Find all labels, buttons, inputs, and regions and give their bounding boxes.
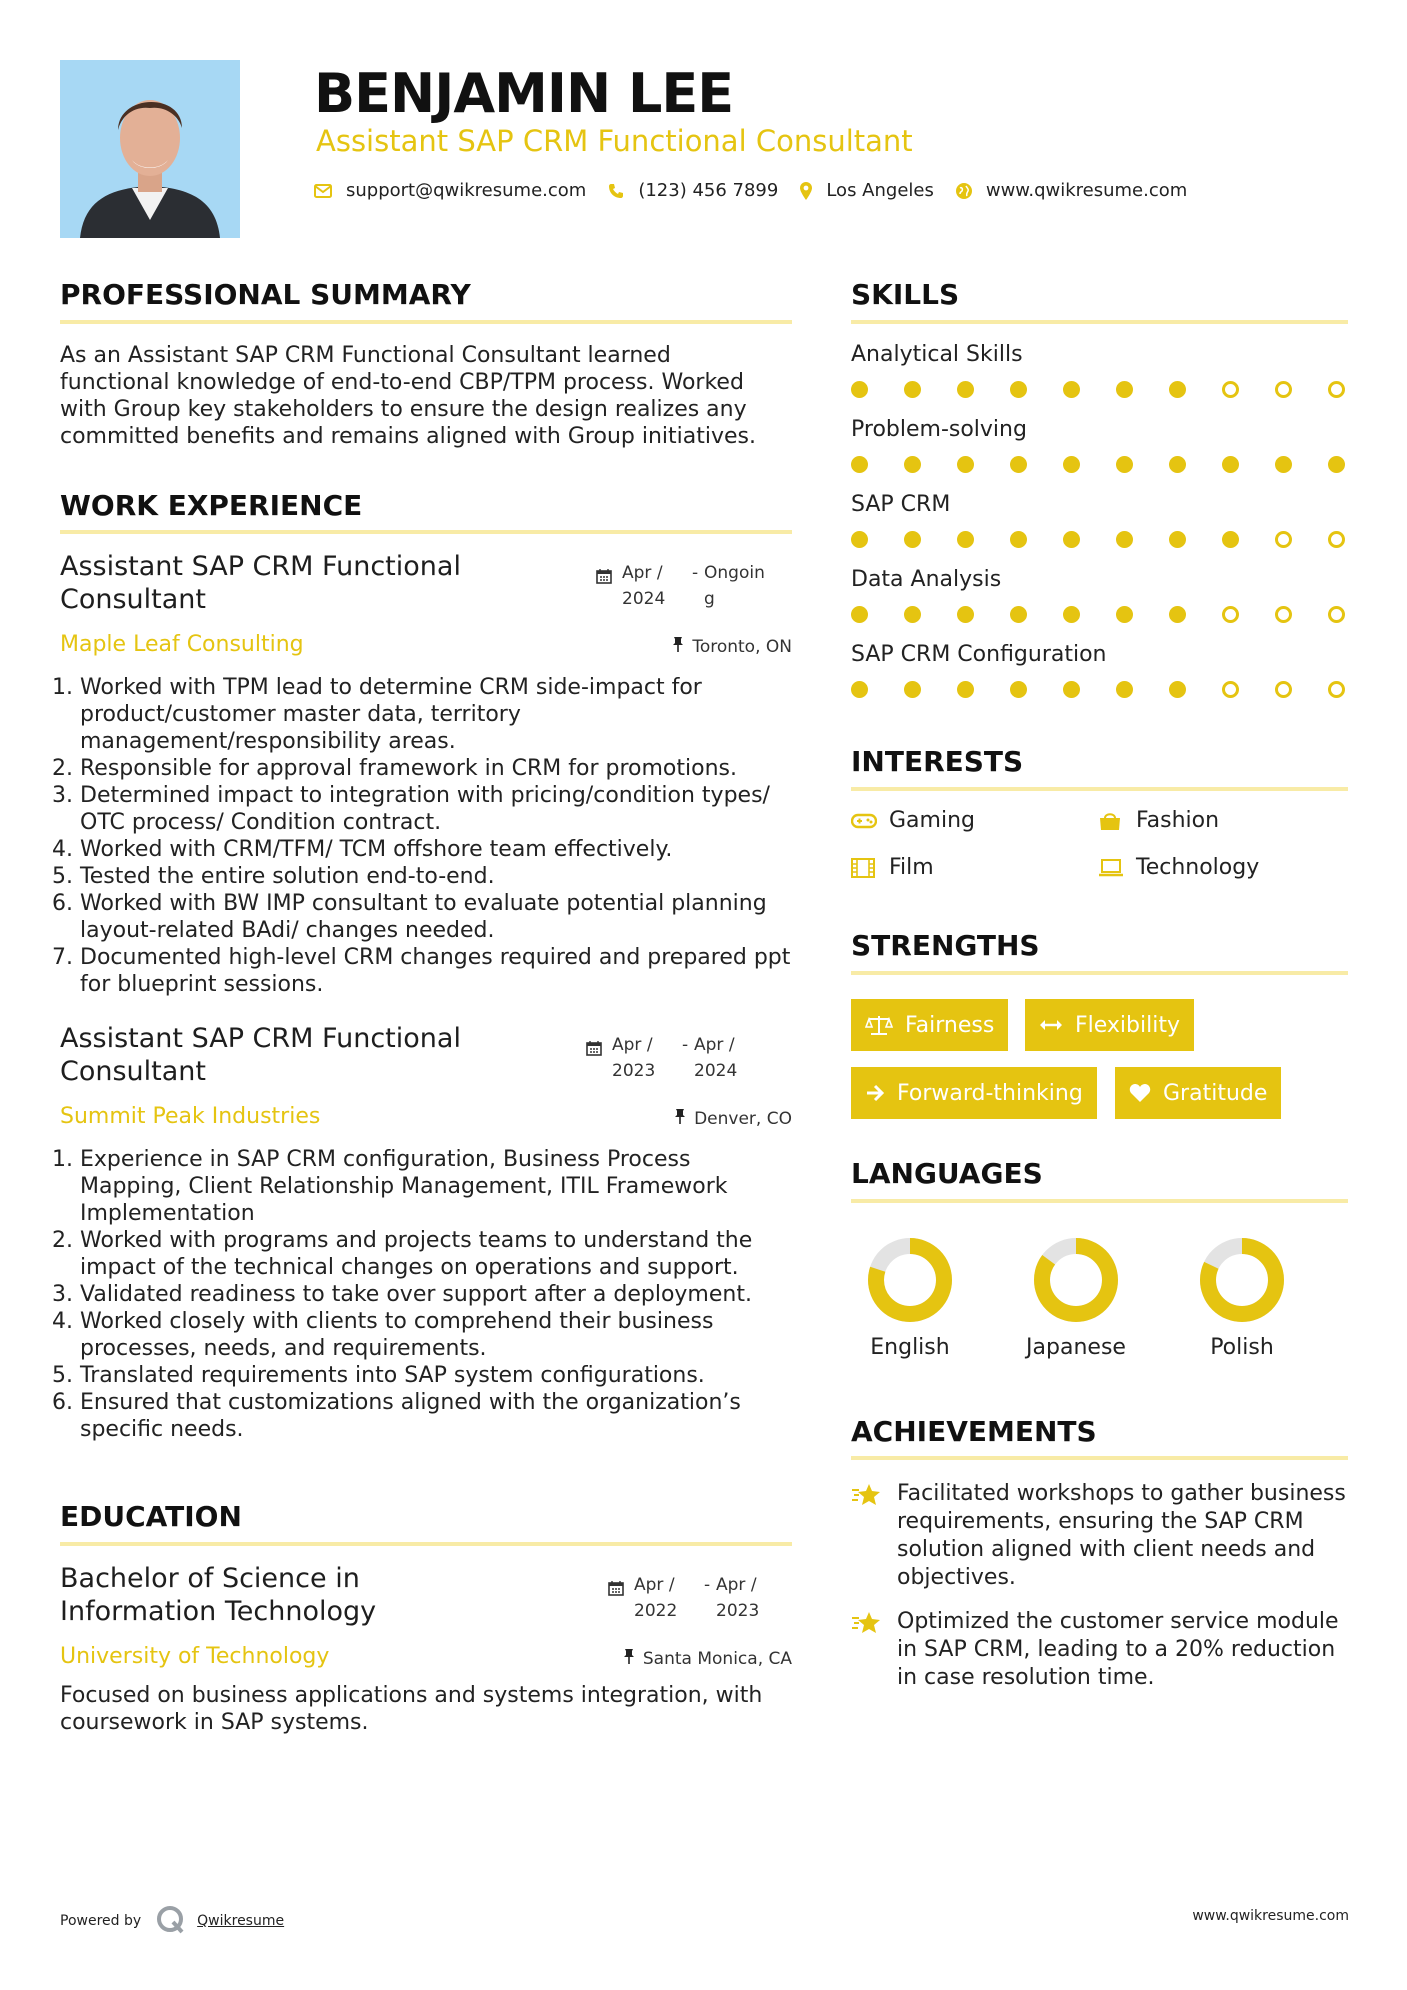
rating-dot-filled	[904, 681, 921, 698]
rating-dot-filled	[1010, 381, 1027, 398]
language-ring	[1197, 1235, 1287, 1325]
calendar-icon	[596, 566, 612, 612]
list-item: 7. Documented high-level CRM changes required and prepared ppt for blueprint sessions.	[80, 944, 792, 998]
shopping-bag-icon	[1098, 811, 1124, 831]
achievements-rule	[851, 1456, 1348, 1460]
candidate-name: BENJAMIN LEE	[314, 62, 734, 125]
rating-dot-empty	[1328, 606, 1345, 623]
powered-by-label: Powered by	[60, 1913, 142, 1929]
rating-dot-empty	[1328, 381, 1345, 398]
rating-dot-filled	[1116, 531, 1133, 548]
strengths-heading: STRENGTHS	[851, 929, 1040, 962]
language-item	[1011, 1235, 1141, 1360]
balance-scale-icon	[865, 1014, 893, 1036]
list-item: 5. Translated requirements into SAP system configurations.	[80, 1362, 792, 1389]
footer-website[interactable]: www.qwikresume.com	[1192, 1908, 1349, 1924]
arrows-horizontal-icon	[1039, 1018, 1063, 1032]
rating-dot-filled	[1010, 681, 1027, 698]
rating-dot-filled	[1063, 681, 1080, 698]
interest-label: Fashion	[1136, 808, 1220, 833]
skill-rating	[851, 531, 1381, 548]
language-label: English	[870, 1335, 950, 1360]
job-dates: Apr / 2023 - Apr / 2024	[586, 1032, 760, 1084]
interest-fashion	[1098, 808, 1219, 833]
pushpin-icon	[674, 1108, 686, 1129]
list-item: 4. Worked closely with clients to comprehend their business processes, needs, and requirements.	[80, 1308, 792, 1362]
rating-dot-filled	[957, 681, 974, 698]
rating-dot-filled	[1222, 531, 1239, 548]
rating-dot-filled	[957, 456, 974, 473]
rating-dot-filled	[851, 381, 868, 398]
rating-dot-filled	[851, 606, 868, 623]
rating-dot-filled	[1169, 531, 1186, 548]
rating-dot-filled	[1116, 681, 1133, 698]
language-ring	[1031, 1235, 1121, 1325]
qwikresume-logo-icon	[155, 1904, 185, 1938]
job-location	[674, 1108, 792, 1129]
rating-dot-filled	[1169, 381, 1186, 398]
contact-email-text: support@qwikresume.com	[346, 180, 587, 201]
profile-photo	[60, 60, 240, 238]
pushpin-icon	[672, 636, 684, 657]
experience-rule	[60, 530, 792, 534]
job-location-text: Toronto, ON	[692, 636, 792, 657]
interest-label: Film	[889, 855, 934, 880]
skill-label: SAP CRM Configuration	[851, 642, 1107, 667]
qwikresume-link[interactable]: Qwikresume	[197, 1913, 285, 1929]
job-end-date: Apr / 2024	[694, 1035, 738, 1081]
education-end-date: Apr / 2023	[716, 1575, 760, 1621]
contact-location	[800, 180, 934, 201]
strength-label: Forward-thinking	[897, 1080, 1083, 1106]
rating-dot-filled	[1010, 606, 1027, 623]
skills-heading: SKILLS	[851, 278, 960, 311]
summary-line: committed benefits and remains aligned with Group initiatives.	[60, 424, 756, 449]
contact-location-text: Los Angeles	[826, 180, 934, 201]
strength-badge-gratitude	[1115, 1067, 1281, 1119]
star-icon	[851, 1482, 885, 1592]
interest-technology	[1098, 855, 1259, 880]
job-start-date: Apr / 2023	[612, 1035, 656, 1081]
film-icon	[851, 858, 877, 878]
rating-dot-filled	[1063, 456, 1080, 473]
language-item	[1177, 1235, 1307, 1360]
experience-heading: WORK EXPERIENCE	[60, 489, 363, 522]
interests-rule	[851, 787, 1348, 791]
job-company: Maple Leaf Consulting	[60, 632, 304, 657]
rating-dot-filled	[1063, 381, 1080, 398]
strength-badge-fairness	[851, 999, 1008, 1051]
achievements-heading: ACHIEVEMENTS	[851, 1415, 1097, 1448]
rating-dot-empty	[1275, 381, 1292, 398]
rating-dot-filled	[904, 531, 921, 548]
achievement-text: Optimized the customer service module in SAP CRM, leading to a 20% reduction in case resolution time.	[897, 1609, 1339, 1690]
job-company: Summit Peak Industries	[60, 1104, 321, 1129]
languages-heading: LANGUAGES	[851, 1157, 1043, 1190]
education-heading: EDUCATION	[60, 1500, 242, 1533]
rating-dot-empty	[1222, 681, 1239, 698]
strength-badge-forward-thinking	[851, 1067, 1097, 1119]
rating-dot-filled	[1010, 531, 1027, 548]
job-bullets	[60, 1146, 792, 1443]
summary-rule	[60, 320, 792, 324]
summary-line: functional knowledge of end-to-end CBP/TPM process. Worked	[60, 370, 744, 395]
rating-dot-filled	[1328, 456, 1345, 473]
rating-dot-filled	[1169, 606, 1186, 623]
skill-rating	[851, 381, 1381, 398]
globe-icon	[956, 183, 972, 199]
strength-badge-flexibility	[1025, 999, 1194, 1051]
job-role: Assistant SAP CRM Functional Consultant	[60, 551, 461, 615]
contact-bar	[314, 180, 1209, 201]
education-dates: Apr / 2022 - Apr / 2023	[608, 1572, 782, 1624]
interest-label: Technology	[1136, 855, 1260, 880]
rating-dot-filled	[1063, 531, 1080, 548]
rating-dot-empty	[1275, 531, 1292, 548]
rating-dot-filled	[957, 606, 974, 623]
strength-label: Flexibility	[1075, 1012, 1180, 1038]
job-end-date: Ongoin g	[704, 563, 765, 609]
achievement-text: Facilitated workshops to gather business requirements, ensuring the SAP CRM solution aligned with client needs and objectives.	[897, 1481, 1346, 1590]
rating-dot-empty	[1222, 381, 1239, 398]
job-location-text: Denver, CO	[694, 1108, 792, 1129]
rating-dot-filled	[1116, 606, 1133, 623]
rating-dot-filled	[1222, 456, 1239, 473]
heart-icon	[1129, 1083, 1151, 1103]
education-location-text: Santa Monica, CA	[642, 1648, 792, 1669]
interest-gaming	[851, 808, 975, 833]
strength-label: Fairness	[905, 1012, 995, 1038]
interests-heading: INTERESTS	[851, 745, 1024, 778]
strength-label: Gratitude	[1163, 1080, 1268, 1106]
job-entry	[60, 550, 792, 998]
arrow-right-icon	[865, 1084, 885, 1102]
calendar-icon	[586, 1038, 602, 1084]
rating-dot-filled	[1169, 681, 1186, 698]
job-dates: Apr / 2024 - Ongoin g	[596, 560, 770, 612]
phone-icon	[608, 183, 624, 199]
skill-rating	[851, 681, 1381, 698]
list-item: 3. Determined impact to integration with pricing/condition types/ OTC process/ Condition contract.	[80, 782, 792, 836]
skill-label: Data Analysis	[851, 567, 1002, 592]
rating-dot-filled	[957, 531, 974, 548]
rating-dot-filled	[851, 531, 868, 548]
skill-rating	[851, 606, 1381, 623]
rating-dot-filled	[1116, 456, 1133, 473]
skill-label: SAP CRM	[851, 492, 951, 517]
footer-powered	[60, 1904, 284, 1938]
skills-rule	[851, 320, 1348, 324]
interest-film	[851, 855, 934, 880]
job-entry	[60, 1022, 792, 1443]
candidate-title: Assistant SAP CRM Functional Consultant	[316, 124, 913, 158]
achievement-item	[851, 1480, 1351, 1592]
contact-email[interactable]	[314, 180, 586, 201]
education-rule	[60, 1542, 792, 1546]
summary-line: with Group key stakeholders to ensure the design realizes any	[60, 397, 747, 422]
summary-heading: PROFESSIONAL SUMMARY	[60, 278, 471, 311]
skill-label: Problem-solving	[851, 417, 1027, 442]
list-item: 1. Experience in SAP CRM configuration, Business Process Mapping, Client Relationship Management, ITIL Framework Implementation	[80, 1146, 792, 1227]
pushpin-icon	[623, 1648, 635, 1669]
summary-line: As an Assistant SAP CRM Functional Consultant learned	[60, 343, 671, 368]
language-label: Japanese	[1026, 1335, 1126, 1360]
job-role: Assistant SAP CRM Functional Consultant	[60, 1023, 461, 1087]
list-item: 5. Tested the entire solution end-to-end.	[80, 863, 792, 890]
rating-dot-filled	[904, 606, 921, 623]
language-ring	[865, 1235, 955, 1325]
language-item	[845, 1235, 975, 1360]
gamepad-icon	[851, 811, 877, 831]
rating-dot-empty	[1328, 681, 1345, 698]
rating-dot-filled	[851, 681, 868, 698]
rating-dot-empty	[1275, 606, 1292, 623]
star-icon	[851, 1610, 885, 1692]
rating-dot-filled	[904, 456, 921, 473]
contact-website[interactable]	[956, 180, 1187, 201]
rating-dot-filled	[904, 381, 921, 398]
list-item: 1. Worked with TPM lead to determine CRM side-impact for product/customer master data, territory management/responsibility areas.	[80, 674, 792, 755]
languages-rule	[851, 1199, 1348, 1203]
job-bullets	[60, 674, 792, 998]
list-item: 4. Worked with CRM/TFM/ TCM offshore team effectively.	[80, 836, 792, 863]
rating-dot-filled	[1116, 381, 1133, 398]
contact-phone-text: (123) 456 7899	[638, 180, 779, 201]
list-item: 2. Responsible for approval framework in CRM for promotions.	[80, 755, 792, 782]
list-item: 6. Worked with BW IMP consultant to evaluate potential planning layout-related BAdi/ changes needed.	[80, 890, 792, 944]
education-start-date: Apr / 2022	[634, 1575, 678, 1621]
skill-label: Analytical Skills	[851, 342, 1023, 367]
job-location	[672, 636, 792, 657]
education-location	[623, 1648, 792, 1669]
map-marker-icon	[800, 182, 812, 200]
strengths-rule	[851, 971, 1348, 975]
rating-dot-empty	[1275, 681, 1292, 698]
rating-dot-filled	[1169, 456, 1186, 473]
calendar-icon	[608, 1578, 624, 1624]
contact-website-text: www.qwikresume.com	[985, 180, 1188, 201]
contact-phone[interactable]	[608, 180, 778, 201]
laptop-icon	[1098, 858, 1124, 878]
rating-dot-filled	[1275, 456, 1292, 473]
list-item: 2. Worked with programs and projects teams to understand the impact of the technical changes on operations and support.	[80, 1227, 792, 1281]
language-label: Polish	[1210, 1335, 1274, 1360]
rating-dot-filled	[1010, 456, 1027, 473]
envelope-icon	[314, 184, 332, 198]
degree-title: Bachelor of Science in Information Technology	[60, 1563, 377, 1627]
summary-text	[60, 342, 800, 450]
achievement-item	[851, 1608, 1351, 1692]
school-name: University of Technology	[60, 1644, 330, 1669]
skill-rating	[851, 456, 1381, 473]
rating-dot-empty	[1222, 606, 1239, 623]
list-item: 3. Validated readiness to take over support after a deployment.	[80, 1281, 792, 1308]
list-item: 6. Ensured that customizations aligned with the organization’s specific needs.	[80, 1389, 792, 1443]
interest-label: Gaming	[889, 808, 975, 833]
education-entry	[60, 1562, 792, 1736]
job-start-date: Apr / 2024	[622, 563, 666, 609]
rating-dot-filled	[851, 456, 868, 473]
rating-dot-filled	[1063, 606, 1080, 623]
rating-dot-filled	[957, 381, 974, 398]
education-description: Focused on business applications and systems integration, with coursework in SAP systems.	[60, 1683, 763, 1735]
rating-dot-empty	[1328, 531, 1345, 548]
